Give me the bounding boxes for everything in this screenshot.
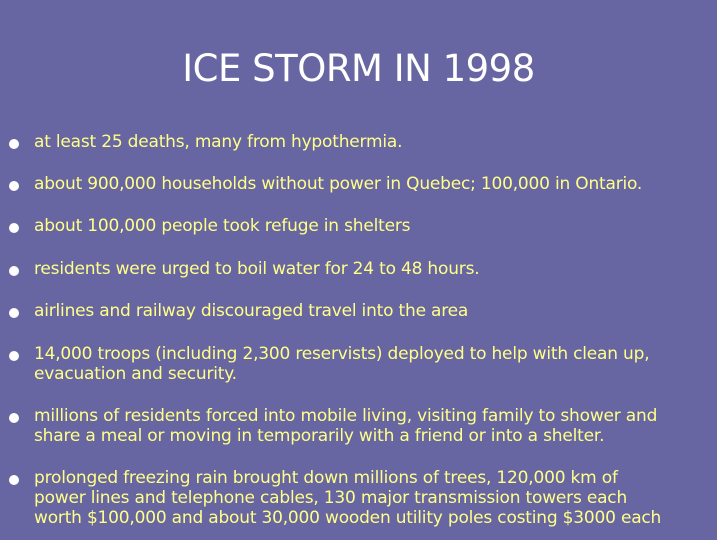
- bullet-text: [34, 216, 716, 236]
- slide-title: ICE STORM IN 1998: [182, 47, 535, 90]
- bullet-line: worth $100,000 and about 30,000 wooden utility poles costing $3000 each: [34, 508, 662, 528]
- bullet-dot-icon: [9, 308, 19, 318]
- bullet-dot-icon: [9, 139, 19, 149]
- bullet-line: prolonged freezing rain brought down millions of trees, 120,000 km of: [34, 468, 618, 488]
- bullet-dot-icon: [9, 413, 19, 423]
- bullet-dot-icon: [9, 181, 19, 191]
- bullet-text: [34, 174, 716, 194]
- bullet-dot-icon: [9, 351, 19, 361]
- bullet-line: evacuation and security.: [34, 364, 237, 384]
- bullet-line: 14,000 troops (including 2,300 reservists) deployed to help with clean up,: [34, 344, 650, 364]
- bullet-line: millions of residents forced into mobile living, visiting family to shower and: [34, 406, 658, 426]
- bullet-text: [34, 132, 716, 152]
- bullet-text: [34, 468, 716, 528]
- bullet-line: power lines and telephone cables, 130 major transmission towers each: [34, 488, 628, 508]
- bullet-dot-icon: [9, 475, 19, 485]
- bullet-line: share a meal or moving in temporarily with a friend or into a shelter.: [34, 426, 605, 446]
- bullet-text: [34, 344, 716, 384]
- bullet-line: airlines and railway discouraged travel into the area: [34, 301, 469, 321]
- bullet-line: residents were urged to boil water for 24 to 48 hours.: [34, 259, 480, 279]
- bullet-text: [34, 406, 716, 446]
- bullet-line: about 100,000 people took refuge in shelters: [34, 216, 411, 236]
- bullet-dot-icon: [9, 223, 19, 233]
- bullet-text: [34, 301, 716, 321]
- bullet-line: about 900,000 households without power in Quebec; 100,000 in Ontario.: [34, 174, 643, 194]
- bullet-line: at least 25 deaths, many from hypothermia.: [34, 132, 403, 152]
- bullet-dot-icon: [9, 266, 19, 276]
- bullet-text: [34, 259, 716, 279]
